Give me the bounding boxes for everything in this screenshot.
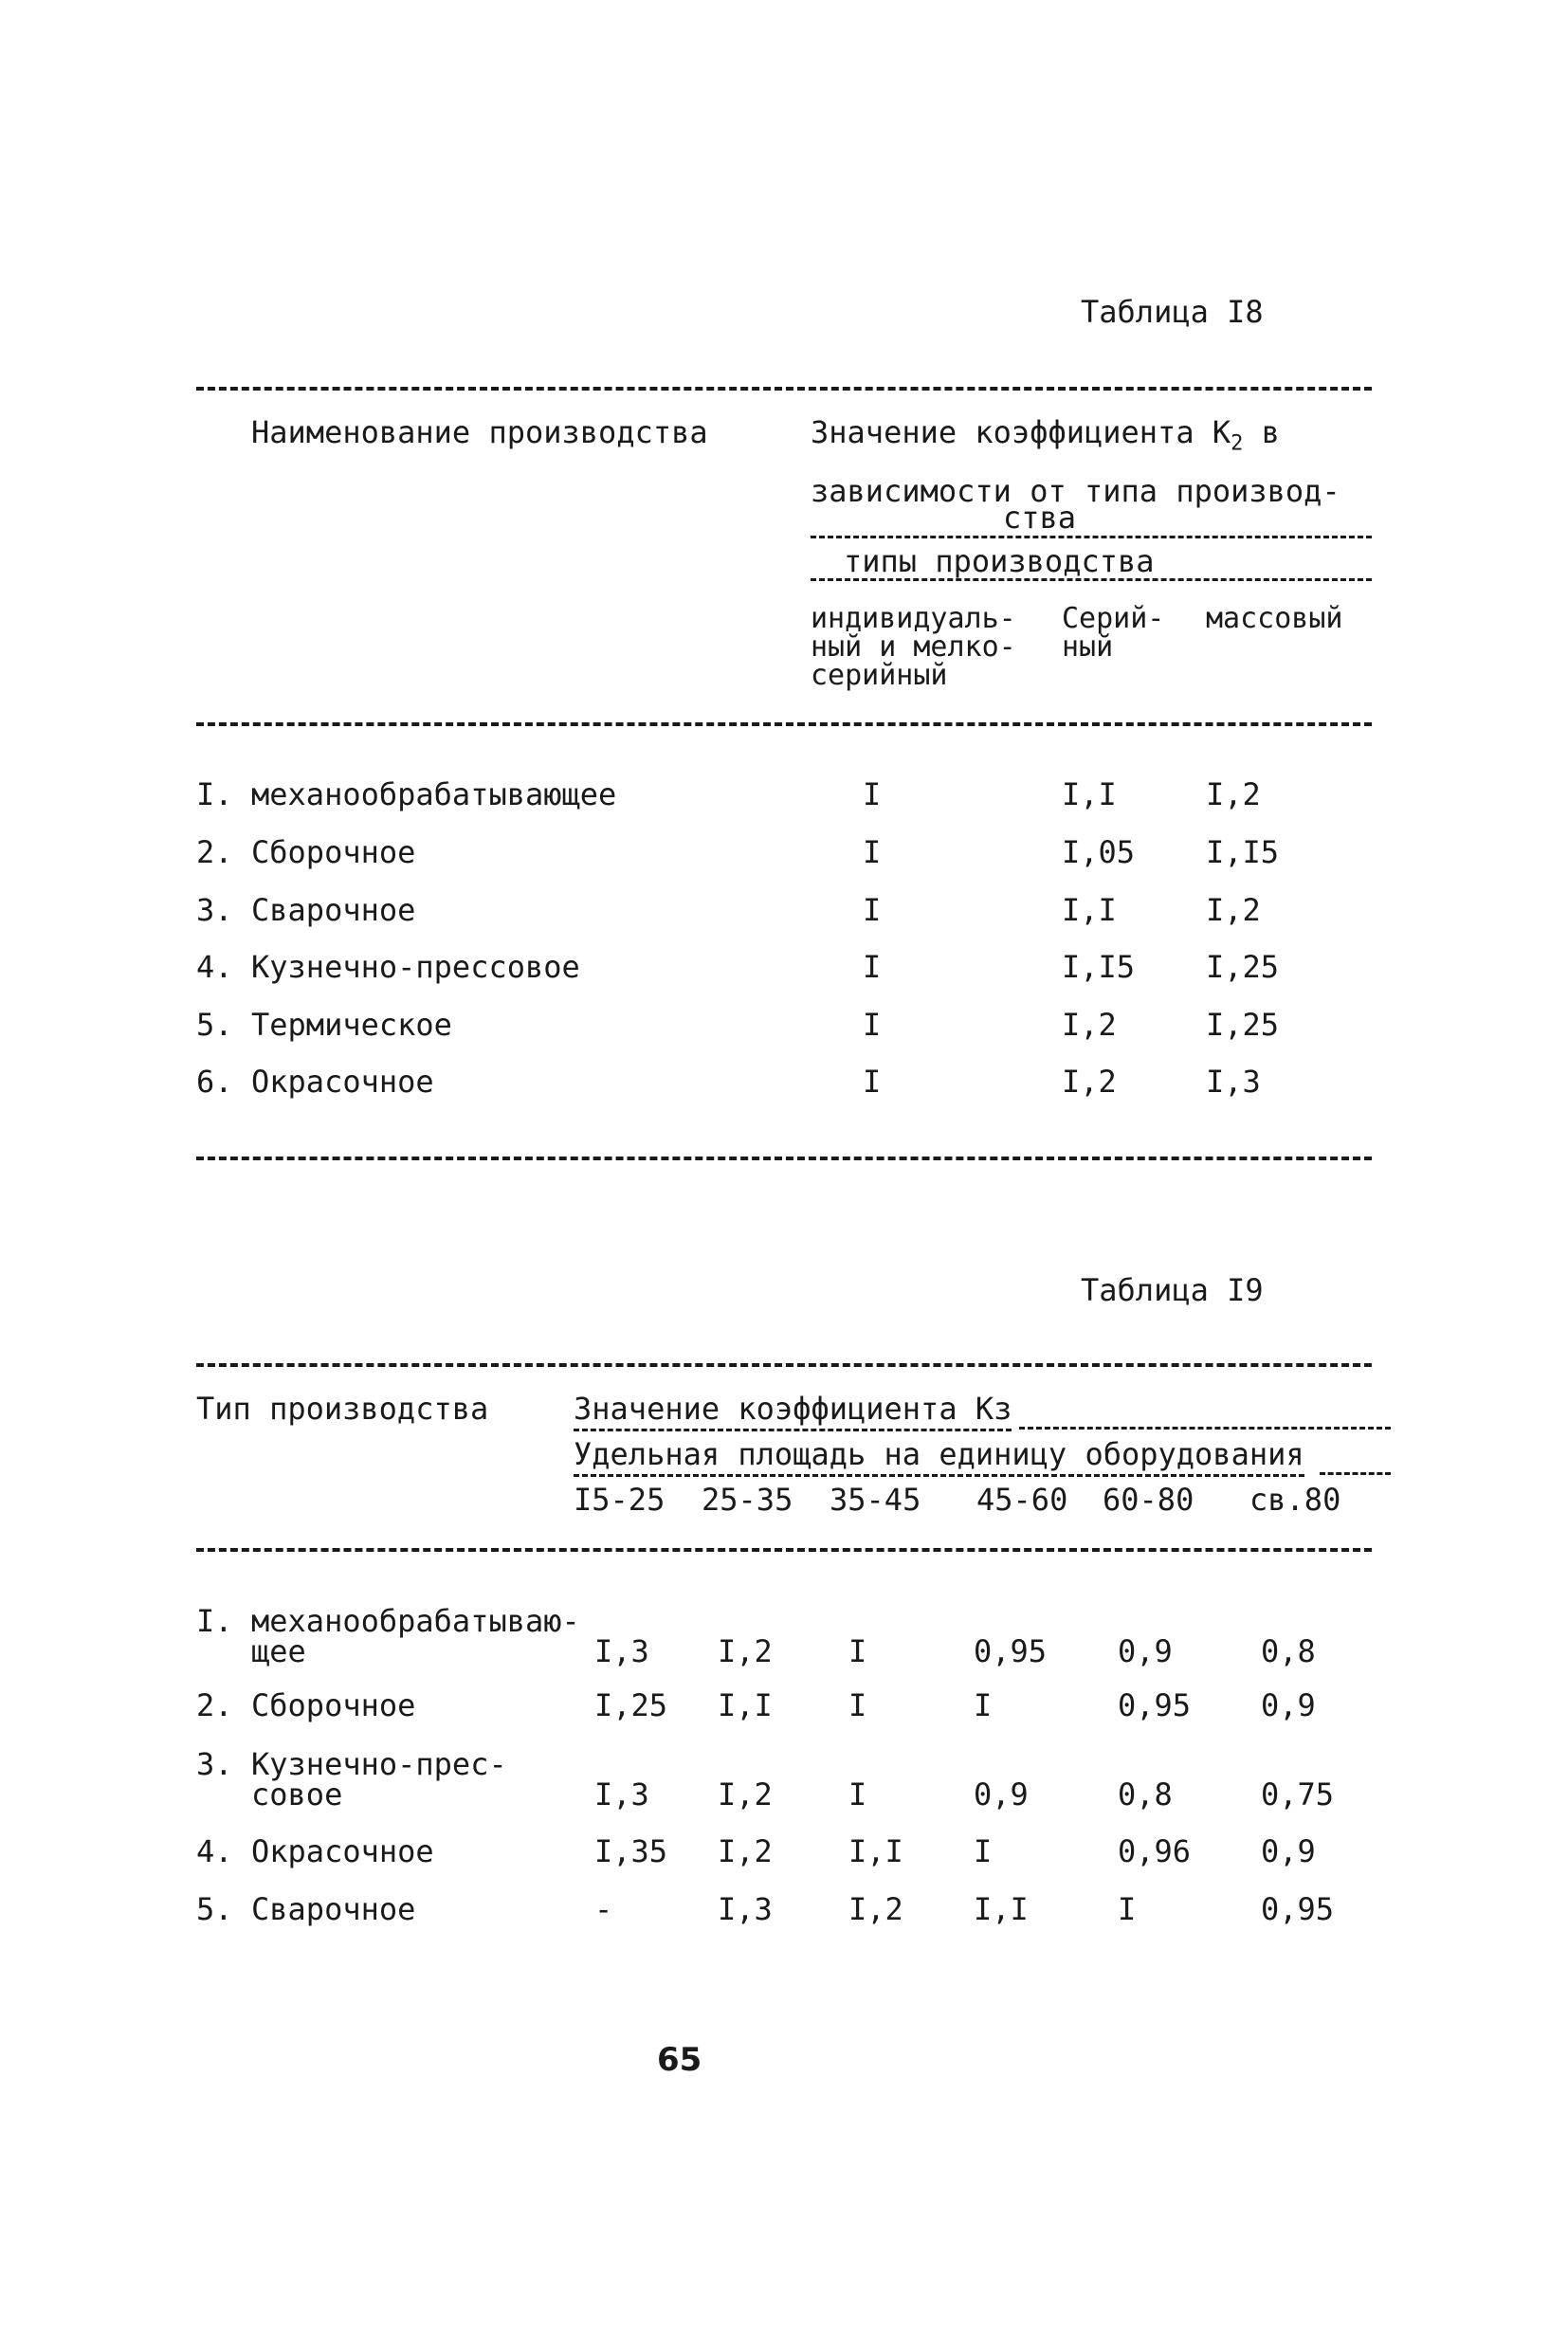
table19-range-2: 25-35 bbox=[702, 1482, 793, 1518]
row-name bbox=[251, 1603, 580, 1669]
row-value-5: 0,8 bbox=[1118, 1776, 1173, 1813]
value-header-text: Значение коэффициента Кз bbox=[574, 1391, 1012, 1431]
row-value-2: I,I bbox=[1062, 892, 1117, 928]
type-col-3-line1: массовый bbox=[1206, 602, 1343, 635]
row-value-2: I,2 bbox=[1062, 1064, 1117, 1100]
table19-range-4: 45-60 bbox=[976, 1482, 1068, 1518]
table18-type-col-3 bbox=[1206, 602, 1343, 635]
row-name-line1: Кузнечно-прес- bbox=[251, 1746, 507, 1782]
table19-range-3: 35-45 bbox=[830, 1482, 921, 1518]
row-value-5: 0,96 bbox=[1118, 1833, 1192, 1869]
table-row bbox=[196, 892, 1372, 933]
area-header-text: Удельная площадь на единицу оборудования bbox=[574, 1436, 1304, 1477]
row-value-5: 0,95 bbox=[1118, 1687, 1192, 1723]
table19-range-1: I5-25 bbox=[574, 1482, 665, 1518]
row-value-1: I bbox=[863, 1064, 882, 1100]
table19-range-6: св.80 bbox=[1249, 1482, 1341, 1518]
row-value-3: I,2 bbox=[1206, 776, 1261, 812]
table-row bbox=[196, 1007, 1372, 1047]
row-name: Сборочное bbox=[251, 834, 416, 870]
row-value-2: I,2 bbox=[718, 1633, 773, 1669]
row-value-1: I,3 bbox=[594, 1633, 649, 1669]
row-value-2: I,2 bbox=[1062, 1007, 1117, 1043]
row-value-3: I bbox=[848, 1687, 867, 1723]
row-name: Сварочное bbox=[251, 892, 416, 928]
row-value-6: 0,95 bbox=[1261, 1891, 1335, 1927]
value-header-tail: в bbox=[1261, 414, 1280, 450]
row-value-1: I,25 bbox=[594, 1687, 668, 1723]
row-name bbox=[251, 1833, 434, 1869]
row-value-6: 0,75 bbox=[1261, 1776, 1335, 1813]
row-value-1: I,3 bbox=[594, 1776, 649, 1813]
row-name-line1: механообрабатываю- bbox=[251, 1603, 580, 1639]
row-value-3: I,I bbox=[848, 1833, 903, 1869]
row-name: Кузнечно-прессовое bbox=[251, 949, 580, 985]
row-value-3: I bbox=[848, 1633, 867, 1669]
table18-header-rule-1 bbox=[811, 536, 1372, 538]
row-value-5: I bbox=[1118, 1891, 1137, 1927]
row-value-2: I,2 bbox=[718, 1833, 773, 1869]
table18-header-rule-2 bbox=[811, 578, 1372, 581]
row-name: Окрасочное bbox=[251, 1064, 434, 1100]
table18-value-header-line1 bbox=[811, 414, 1280, 456]
row-name: Термическое bbox=[251, 1007, 452, 1043]
table18-value-header-line2: зависимости от типа производ- bbox=[811, 473, 1340, 509]
value-header-text: Значение коэффициента K bbox=[811, 414, 1231, 450]
row-value-1: I bbox=[863, 1007, 882, 1043]
table18-type-col-2 bbox=[1062, 602, 1165, 664]
table-row bbox=[196, 1833, 1391, 1874]
type-col-1-line3: серийный bbox=[811, 659, 948, 692]
row-number: 6. bbox=[196, 1064, 233, 1100]
row-value-3: I,I5 bbox=[1206, 834, 1280, 870]
row-name-line2: щее bbox=[251, 1633, 306, 1669]
table18-caption: Таблица I8 bbox=[1081, 294, 1264, 330]
row-number: 3. bbox=[196, 1746, 233, 1782]
table19-caption: Таблица I9 bbox=[1081, 1272, 1264, 1308]
row-number: 5. bbox=[196, 1007, 233, 1043]
row-value-6: 0,8 bbox=[1261, 1633, 1316, 1669]
table19-area-header-rule bbox=[1320, 1472, 1391, 1475]
table-row bbox=[196, 1603, 1391, 1691]
row-value-2: I,3 bbox=[718, 1891, 773, 1927]
row-number: 2. bbox=[196, 1687, 233, 1723]
table19-top-rule bbox=[196, 1363, 1372, 1367]
row-value-1: I bbox=[863, 834, 882, 870]
row-value-6: 0,9 bbox=[1261, 1687, 1316, 1723]
row-name-line2: совое bbox=[251, 1776, 343, 1813]
row-value-3: I bbox=[848, 1776, 867, 1813]
row-name bbox=[251, 1746, 507, 1813]
row-value-1: - bbox=[594, 1891, 613, 1927]
row-value-1: I bbox=[863, 776, 882, 812]
row-name bbox=[251, 1687, 416, 1723]
table-row bbox=[196, 949, 1372, 990]
row-number: 4. bbox=[196, 1833, 233, 1869]
row-number: 5. bbox=[196, 1891, 233, 1927]
row-value-4: I,I bbox=[974, 1891, 1029, 1927]
row-value-4: 0,95 bbox=[974, 1633, 1048, 1669]
row-value-1: I,35 bbox=[594, 1833, 668, 1869]
row-value-3: I,3 bbox=[1206, 1064, 1261, 1100]
row-name bbox=[251, 1891, 416, 1927]
row-value-4: I bbox=[974, 1687, 993, 1723]
page-number: 65 bbox=[657, 2041, 702, 2079]
table19-type-header: Тип производства bbox=[196, 1391, 489, 1427]
table19-value-header bbox=[574, 1391, 1012, 1427]
row-value-3: I,2 bbox=[1206, 892, 1261, 928]
row-value-3: I,25 bbox=[1206, 1007, 1280, 1043]
table18-bottom-rule bbox=[196, 1157, 1372, 1160]
row-value-1: I bbox=[863, 892, 882, 928]
table-row bbox=[196, 834, 1372, 875]
row-number: I. bbox=[196, 1603, 233, 1639]
row-value-3: I,25 bbox=[1206, 949, 1280, 985]
row-value-1: I bbox=[863, 949, 882, 985]
row-value-5: 0,9 bbox=[1118, 1633, 1173, 1669]
table19-value-header-rule bbox=[1019, 1427, 1391, 1430]
row-number: I. bbox=[196, 776, 233, 812]
table18-name-header: Наименование производства bbox=[251, 414, 708, 450]
table18-types-header: типы производства bbox=[844, 543, 1155, 579]
row-name: механообрабатывающее bbox=[251, 776, 617, 812]
type-col-1-line1: индивидуаль- bbox=[811, 602, 1016, 635]
row-value-3: I,2 bbox=[848, 1891, 903, 1927]
row-value-2: I,I bbox=[1062, 776, 1117, 812]
table19-area-header bbox=[574, 1436, 1304, 1472]
row-name-line1: Окрасочное bbox=[251, 1833, 434, 1869]
table19-range-5: 60-80 bbox=[1103, 1482, 1194, 1518]
type-col-2-line1: Серий- bbox=[1062, 602, 1165, 635]
row-number: 3. bbox=[196, 892, 233, 928]
row-value-2: I,05 bbox=[1062, 834, 1136, 870]
row-value-2: I,I5 bbox=[1062, 949, 1136, 985]
row-value-2: I,I bbox=[718, 1687, 773, 1723]
row-number: 2. bbox=[196, 834, 233, 870]
row-number: 4. bbox=[196, 949, 233, 985]
table18-top-rule bbox=[196, 387, 1372, 391]
table19-mid-rule bbox=[196, 1548, 1372, 1552]
row-value-4: I bbox=[974, 1833, 993, 1869]
table18-value-header-line3: ства bbox=[1003, 500, 1077, 536]
table-row bbox=[196, 776, 1372, 817]
value-header-subscript: 2 bbox=[1231, 431, 1244, 456]
table18-type-col-1 bbox=[811, 602, 1016, 692]
table-row bbox=[196, 1891, 1391, 1932]
row-name-line1: Сварочное bbox=[251, 1891, 416, 1927]
table-row bbox=[196, 1066, 1372, 1104]
row-name-line1: Сборочное bbox=[251, 1687, 416, 1723]
type-col-2-line2: ный bbox=[1062, 630, 1114, 664]
row-value-6: 0,9 bbox=[1261, 1833, 1316, 1869]
row-value-4: 0,9 bbox=[974, 1776, 1029, 1813]
table18-mid-rule bbox=[196, 722, 1372, 726]
row-value-2: I,2 bbox=[718, 1776, 773, 1813]
table-row bbox=[196, 1687, 1391, 1728]
type-col-1-line2: ный и мелко- bbox=[811, 630, 1016, 664]
table-row bbox=[196, 1746, 1391, 1834]
